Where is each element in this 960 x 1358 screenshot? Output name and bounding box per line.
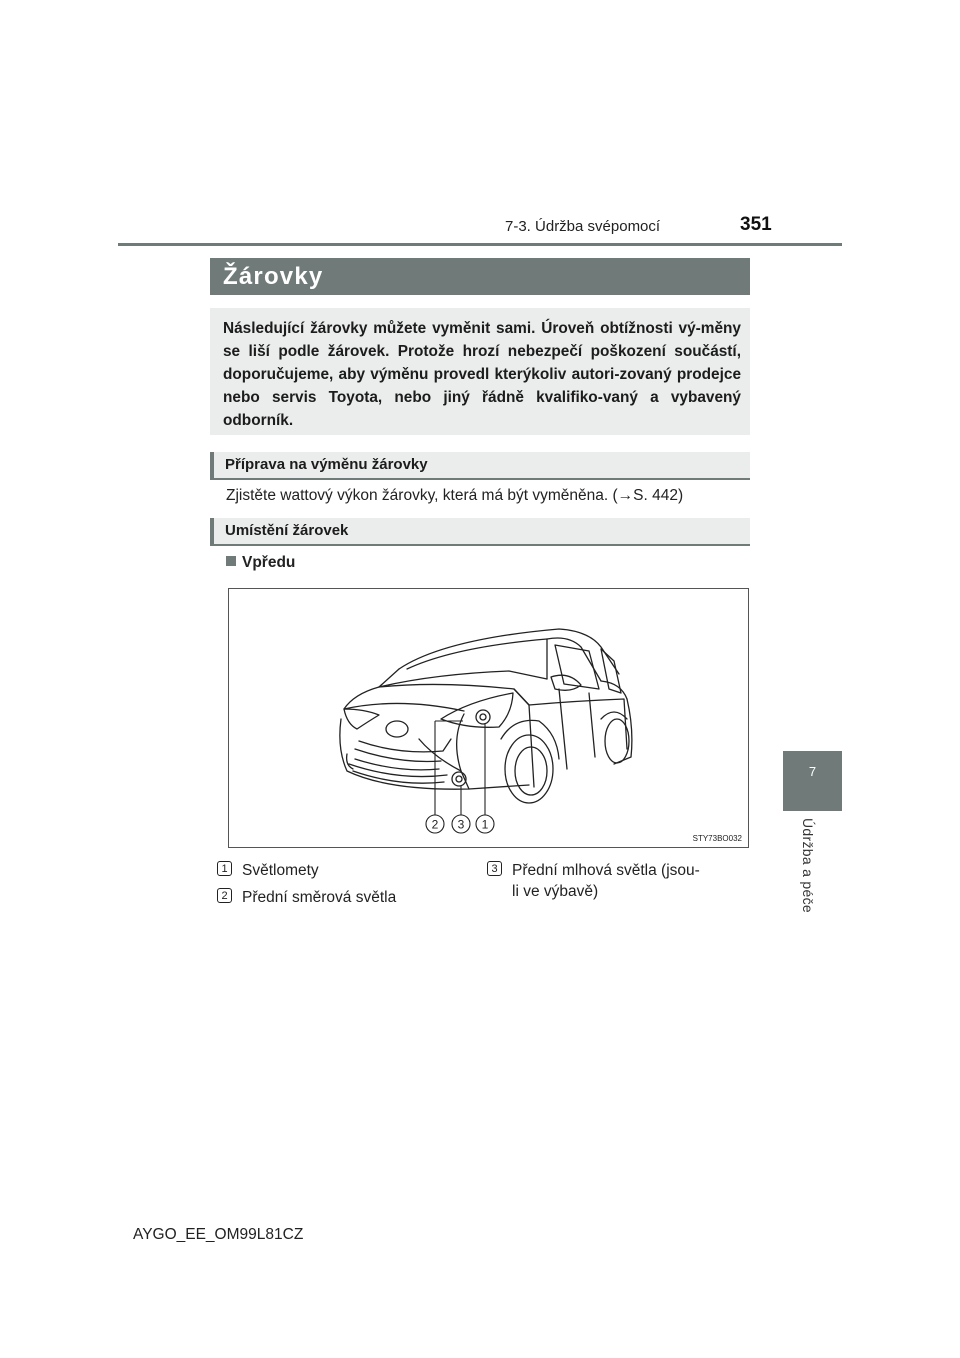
page-number: 351 bbox=[740, 214, 772, 235]
section-heading-preparation: Příprava na výměnu žárovky bbox=[210, 452, 750, 480]
header-divider bbox=[118, 243, 842, 246]
callout-1: 1 bbox=[481, 817, 489, 832]
chapter-title: Údržba a péče bbox=[800, 818, 816, 913]
subheading-front bbox=[226, 554, 295, 572]
legend-text: Přední mlhová světla (jsou-li ve výbavě) bbox=[512, 862, 700, 900]
legend-text: Přední směrová světla bbox=[242, 889, 397, 906]
car-front-illustration bbox=[228, 588, 749, 848]
preparation-text: Zjistěte wattový výkon žárovky, která má být vyměněna. (→S. 442) bbox=[226, 487, 684, 504]
chapter-tab bbox=[783, 751, 842, 811]
header-section-title: 7-3. Údržba svépomocí bbox=[505, 218, 661, 235]
callout-3: 3 bbox=[457, 817, 465, 832]
figure-callouts bbox=[426, 815, 494, 833]
callout-2: 2 bbox=[431, 817, 439, 832]
legend-text: Světlomety bbox=[242, 862, 319, 879]
legend-item bbox=[221, 860, 319, 881]
page-title: Žárovky bbox=[210, 258, 750, 295]
legend-number: 2 bbox=[217, 888, 232, 903]
intro-text: Následující žárovky můžete vyměnit sami. Úroveň obtížnosti vý-měny se liší podle žárovek. Protože hrozí nebezpečí poškození součástí, doporučujeme, aby výměnu provedl kterýkoliv autori-zovaný prodejce nebo servis Toyota, nebo jiný řádně kvalifiko-vaný a vybavený odborník. bbox=[223, 320, 741, 429]
chapter-number: 7 bbox=[808, 764, 817, 779]
intro-box bbox=[210, 308, 750, 435]
subheading-front-label: Vpředu bbox=[242, 554, 296, 571]
document-code: AYGO_EE_OM99L81CZ bbox=[133, 1226, 304, 1243]
square-bullet-icon bbox=[226, 556, 236, 566]
section-heading-locations: Umístění žárovek bbox=[210, 518, 750, 546]
legend-item bbox=[221, 887, 397, 908]
legend-item bbox=[491, 860, 702, 902]
car-illustration-icon bbox=[229, 589, 748, 847]
figure-code: STY73BO032 bbox=[692, 834, 742, 843]
legend-number: 3 bbox=[487, 861, 502, 876]
legend-number: 1 bbox=[217, 861, 232, 876]
